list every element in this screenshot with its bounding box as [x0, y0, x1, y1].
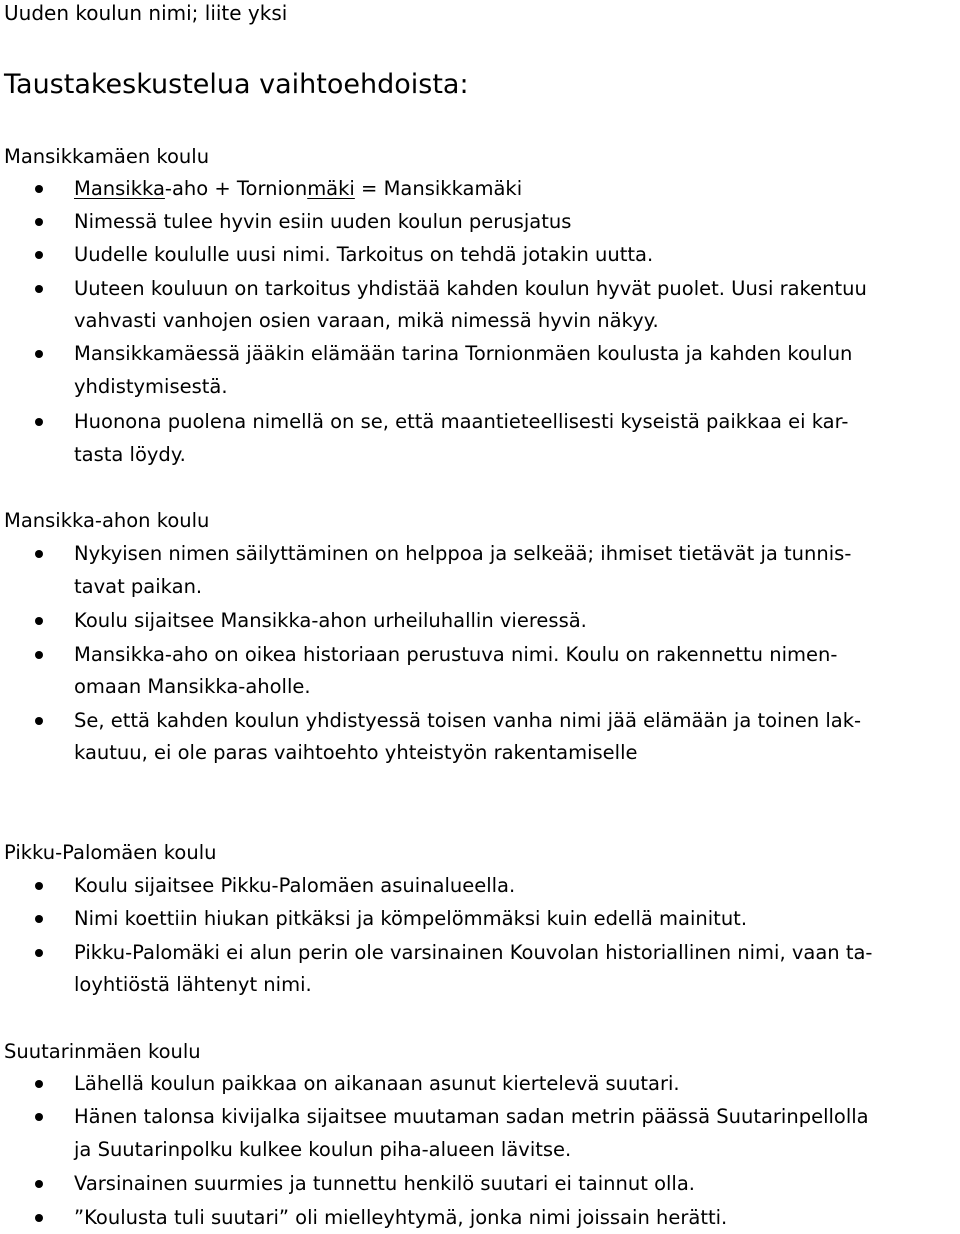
text-segment: = Mansikkamäki: [354, 177, 523, 200]
bullet-icon: [35, 418, 43, 426]
bullet-icon: [35, 1113, 43, 1121]
bullet-icon: [35, 185, 43, 193]
list-item-continuation: ja Suutarinpolku kulkee koulun piha-alueen lävitse.: [74, 1138, 572, 1161]
bullet-icon: [35, 915, 43, 923]
list-item: Koulu sijaitsee Mansikka-ahon urheiluhallin vieressä.: [74, 609, 587, 632]
list-item-continuation: loyhtiöstä lähtenyt nimi.: [74, 973, 312, 996]
section-heading-mansikka-aho: Mansikka-ahon koulu: [4, 509, 210, 532]
list-item: Mansikkamäessä jääkin elämään tarina Tornionmäen koulusta ja kahden koulun: [74, 342, 853, 365]
list-item: Koulu sijaitsee Pikku-Palomäen asuinalueella.: [74, 874, 516, 897]
list-item: Pikku-Palomäki ei alun perin ole varsinainen Kouvolan historiallinen nimi, vaan ta-: [74, 941, 873, 964]
list-item: Huonona puolena nimellä on se, että maantieteellisesti kyseistä paikkaa ei kar-: [74, 410, 849, 433]
bullet-icon: [35, 882, 43, 890]
list-item: [74, 177, 522, 201]
list-item-continuation: vahvasti vanhojen osien varaan, mikä nimessä hyvin näkyy.: [74, 309, 659, 332]
bullet-icon: [35, 1080, 43, 1088]
bullet-icon: [35, 651, 43, 659]
document-header: Uuden koulun nimi; liite yksi: [4, 1, 288, 25]
bullet-icon: [35, 251, 43, 259]
list-item-continuation: omaan Mansikka-aholle.: [74, 675, 311, 698]
list-item: Varsinainen suurmies ja tunnettu henkilö suutari ei tainnut olla.: [74, 1172, 696, 1195]
list-item: Se, että kahden koulun yhdistyessä toisen vanha nimi jää elämään ja toinen lak-: [74, 709, 862, 732]
section-heading-mansikkamaki: Mansikkamäen koulu: [4, 145, 210, 168]
list-item: Uuteen kouluun on tarkoitus yhdistää kahden koulun hyvät puolet. Uusi rakentuu: [74, 277, 867, 300]
bullet-icon: [35, 617, 43, 625]
list-item: Nykyisen nimen säilyttäminen on helppoa ja selkeää; ihmiset tietävät ja tunnis-: [74, 542, 852, 565]
list-item-continuation: tavat paikan.: [74, 575, 203, 598]
list-item: Nimessä tulee hyvin esiin uuden koulun perusjatus: [74, 210, 572, 233]
list-item-continuation: kautuu, ei ole paras vaihtoehto yhteistyön rakentamiselle: [74, 741, 638, 764]
section-heading-suutarinmaki: Suutarinmäen koulu: [4, 1040, 201, 1063]
bullet-icon: [35, 717, 43, 725]
list-item: Mansikka-aho on oikea historiaan perustuva nimi. Koulu on rakennettu nimen-: [74, 643, 838, 666]
list-item: Nimi koettiin hiukan pitkäksi ja kömpelömmäksi kuin edellä mainitut.: [74, 907, 748, 930]
section-heading-pikku-palomaki: Pikku-Palomäen koulu: [4, 841, 217, 864]
list-item: Uudelle koululle uusi nimi. Tarkoitus on tehdä jotakin uutta.: [74, 243, 654, 266]
list-item: Lähellä koulun paikkaa on aikanaan asunut kiertelevä suutari.: [74, 1072, 680, 1095]
list-item: Hänen talonsa kivijalka sijaitsee muutaman sadan metrin päässä Suutarinpellolla: [74, 1105, 869, 1128]
bullet-icon: [35, 350, 43, 358]
list-item: ”Koulusta tuli suutari” oli mielleyhtymä, jonka nimi joissain herätti.: [74, 1206, 728, 1229]
bullet-icon: [35, 949, 43, 957]
bullet-icon: [35, 1214, 43, 1222]
underlined-text: mäki: [307, 177, 355, 200]
bullet-icon: [35, 1180, 43, 1188]
bullet-icon: [35, 285, 43, 293]
text-segment: -aho + Tornion: [164, 177, 308, 200]
page-title: Taustakeskustelua vaihtoehdoista:: [4, 69, 469, 100]
underlined-text: Mansikka: [74, 177, 165, 200]
list-item-continuation: yhdistymisestä.: [74, 375, 228, 398]
list-item-continuation: tasta löydy.: [74, 443, 186, 466]
bullet-icon: [35, 550, 43, 558]
bullet-icon: [35, 218, 43, 226]
